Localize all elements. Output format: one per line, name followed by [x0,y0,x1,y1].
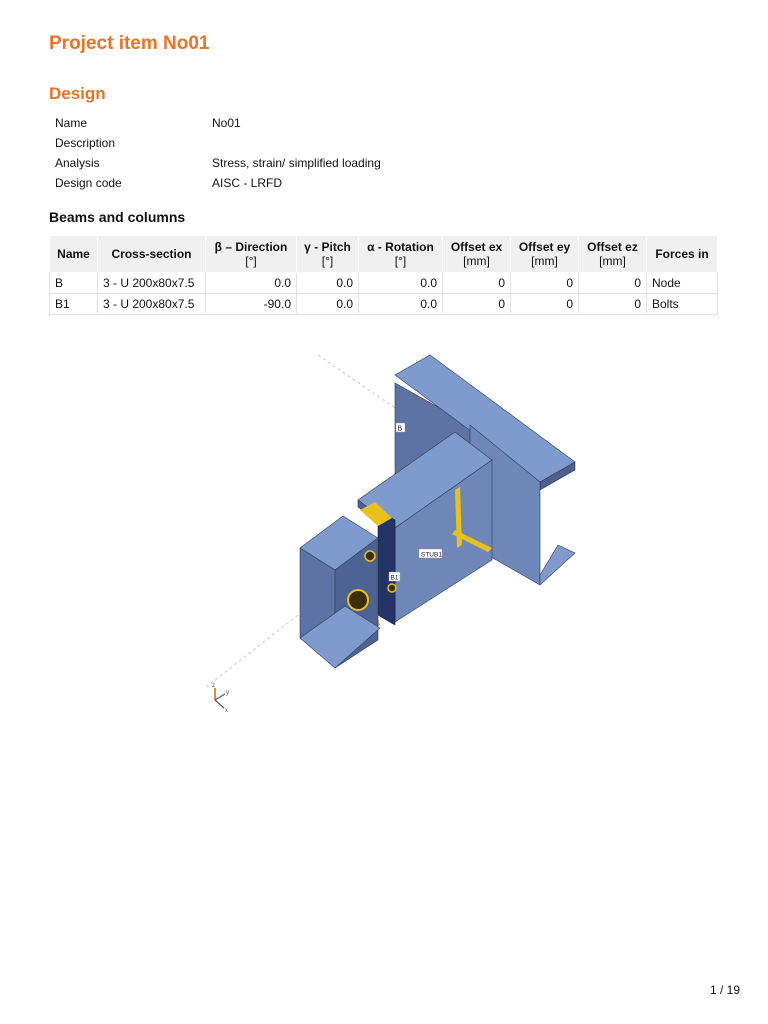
design-properties-table [49,113,387,193]
label-stub1: STUB1 [421,551,442,559]
column-header-name [50,236,98,273]
property-value: AISC - LRFD [212,176,283,190]
property-row [49,153,387,173]
label-tag-b [396,423,405,433]
cell-direction: 0.0 [206,273,297,294]
column-header-direction [206,236,297,273]
header-unit: [°] [321,254,334,268]
property-value: Stress, strain/ simplified loading [212,156,381,170]
table-row [50,273,718,294]
table-row [50,294,718,315]
cell-rotation: 0.0 [359,294,443,315]
axis-label-z: z [212,683,215,689]
reference-axis-line [318,355,398,410]
section-heading-design: Design [49,84,106,103]
label-b: B [397,425,403,433]
cell-offset-ex: 0 [443,273,511,294]
table-header-row [50,236,718,273]
label-b1: B1 [390,574,399,582]
cell-rotation: 0.0 [359,273,443,294]
header-label: Name [57,247,90,261]
property-label: Analysis [55,156,100,170]
beams-columns-table [49,235,718,315]
header-unit: [°] [394,254,407,268]
header-label: Cross-section [111,247,192,261]
column-header-cross-section [98,236,206,273]
bolt [365,551,375,561]
cell-offset-ey: 0 [511,273,579,294]
header-label: Forces in [655,247,709,261]
label-tag-stub1 [419,549,442,559]
cell-cross-section: 3 - U 200x80x7.5 [98,294,206,315]
property-row [49,113,387,133]
cell-name: B1 [50,294,98,315]
connection-3d-model [195,340,595,720]
bolt [348,590,368,610]
header-unit: [mm] [599,254,626,268]
property-label: Name [55,116,88,130]
column-header-forces-in [647,236,718,273]
header-unit: [mm] [463,254,490,268]
header-unit: [°] [245,254,257,268]
page-number: 1 / 19 [709,983,740,997]
cell-forces-in: Node [647,273,718,294]
column-flange-bottom [540,545,575,585]
column-header-offset-ey [511,236,579,273]
column-header-rotation [359,236,443,273]
column-header-offset-ez [579,236,647,273]
cell-pitch: 0.0 [297,294,359,315]
cell-offset-ey: 0 [511,294,579,315]
cell-offset-ez: 0 [579,273,647,294]
header-label: α - Rotation [367,240,434,254]
header-unit: [mm] [531,254,558,268]
bolt [388,584,396,592]
cell-pitch: 0.0 [297,273,359,294]
header-label: Offset ey [518,240,571,254]
page-title: Project item No01 [49,33,210,54]
label-tag-b1 [389,572,400,582]
header-label: Offset ez [587,240,638,254]
header-label: β – Direction [214,240,288,254]
property-value [206,133,387,153]
property-label: Design code [55,176,122,190]
subsection-heading-beams: Beams and columns [49,209,186,225]
cell-forces-in: Bolts [647,294,718,315]
cell-offset-ex: 0 [443,294,511,315]
column-header-offset-ex [443,236,511,273]
property-value: No01 [212,116,241,130]
cell-name: B [50,273,98,294]
axis-triad-icon [212,683,229,714]
header-label: Offset ex [450,240,503,254]
cell-offset-ez: 0 [579,294,647,315]
property-row [49,173,387,193]
axis-label-y: y [226,690,229,696]
reference-axis-line [205,615,298,688]
property-row [49,133,387,153]
axis-label-x: x [225,708,228,714]
property-label: Description [55,136,116,150]
end-plate [378,510,395,625]
cell-cross-section: 3 - U 200x80x7.5 [98,273,206,294]
header-label: γ - Pitch [304,240,351,254]
column-header-pitch [297,236,359,273]
cell-direction: -90.0 [206,294,297,315]
